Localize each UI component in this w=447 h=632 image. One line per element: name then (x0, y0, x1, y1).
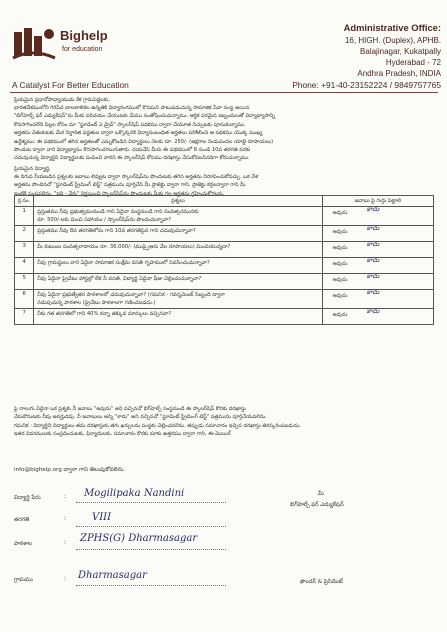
underline (76, 502, 226, 503)
colon: : (64, 539, 67, 546)
question-text: నీవు ఏదైనా ప్రభుత్వేతర పాఠశాలలో చదువుచున్నావా? (గమనిక - గవర్నమెంట్ సిబ్బంది ద్వారా (37, 292, 225, 298)
answer-cell[interactable] (322, 290, 433, 309)
header-divider (10, 92, 438, 93)
question-cell (34, 274, 322, 290)
answer-handwritten: కాదు (366, 256, 380, 264)
question-text: ప్రస్తుతము నీవు 8వ తరగతిలోను గాని 10వ తరగతిపైన గాని చదువుచున్నావా? (37, 228, 196, 234)
para-line: ఇంటికి పంపవలెను. "ఇవి - వేరు" నిర్ణయించి స్కాలర్‌షిప్‌ను పొందుటకు మీకు గల అర్హతను గ్రహించుకోగలరు. (14, 190, 225, 197)
para-line: ఉద్దేశ్యము. ఈ పథకములో తగిన అర్హతలతో ఎన్నుకోబడిన విద్యార్థులు నెలకు రూ. 250/- (అక్షరాల రెండువందల యాభై రూపాయలు) (14, 138, 274, 145)
question-text: మీ కుటుంబ సంవత్సరాదాయం రూ. 36,000/- (ముప్పైఆరు వేల రూపాయలు) మించియున్నదా? (37, 244, 231, 250)
bighelp-logo-icon (11, 24, 57, 64)
table-header: క్ర.సం. (15, 196, 34, 207)
salutation-line: ప్రియమైన ప్రధానోపాధ్యాయుడు కేక గ్రామపెద్దలకు, (14, 97, 110, 103)
para-line: ఈ దిగువ నీయబడిన ప్రశ్నలకు జవాబు లివ్వుట ద్వారా స్కాలర్‌షిప్‌ను పొందుటకు తగిన అర్హతను నిరూపించుకోవచ్చు. ఒక వేళ (14, 174, 259, 180)
para-line: అర్హతను వెతుకుటకు మేర నిర్దారిత పద్దతుల ద్వారా ఒక్కొక్కరికి విద్యాసంబంధిత అర్హతలు పరిశీలించి ఆ పథకము యొక్క ముఖ్య (14, 130, 263, 137)
para-line: కొనసాగించలేని పిల్లల కోసం మా "స్టూడెంట్ ఎ డ్రైవ్" స్కాలర్‌షిప్ పధకము ద్వారా చేయూత నిచ్చుటకు పూనుకున్నాము. (14, 121, 246, 128)
question-text: రూ. 500/-లకు మించి సహాయం / స్కాలర్‌షిప్‌ను పొందుచున్నావా? (37, 217, 172, 223)
class-value[interactable]: VIII (92, 512, 112, 523)
brand-subtitle: for education (62, 46, 103, 53)
colon: : (64, 575, 67, 582)
answer-yes[interactable]: అవును (332, 261, 348, 267)
question-cell (34, 207, 322, 226)
answer-handwritten: కాదు (366, 224, 380, 232)
contact-email: info@bighelp.org ద్వారా గాని తెలుపుకోవలెను. (14, 467, 126, 473)
answer-yes[interactable]: అవును (332, 293, 348, 299)
row-number: 7 (15, 309, 34, 325)
para-line: "బిగ్‌హెల్ప్ ఫర్ ఎడ్యుకేషన్"ను మీకు పరిచయం చేయుటకు మేము సంతోషించుచున్నాము. ఆర్థిక పరమైన ఇబ్బందులతో విద్యాభ్యాసాన్ని (14, 113, 275, 120)
answer-handwritten: కాదు (366, 205, 380, 213)
row-number: 5 (15, 274, 34, 290)
para-line: అర్హతను పొందినచో "స్టూడెంట్ స్ట్రీమింగ్ టెస్ట్" పత్రమును పూర్తిచేసి మీ ప్రాజెక్టు ద్వారా గాని, ప్రాజెక్టు కర్తలద్వారా గాని మీ (14, 182, 246, 189)
school-label: పాఠశాల (14, 541, 32, 547)
village-label: గ్రామము (14, 577, 33, 583)
para-line: చేసుకొనుటకు నీవు అనర్హుడవు. నీ జవాబులు అన్ని "కాదు" అని వచ్చినచో "స్టూడెంట్ స్ట్రీమింగ్ టెస్ట్" పత్రమును పూర్తిచేయవలెను. (14, 414, 267, 421)
para-line: గమనిక : విద్యార్థిని విద్యార్థులు తమ దరఖాస్తుకు తగు ఖర్చులను సంస్థకు చెల్లించవలెను. తప్పుడు సమాచారం ఇచ్చిన దరఖాస్తు తిరస్కరింపబడును. (14, 422, 301, 429)
salutation-line: ప్రియమైన విద్యార్థి, (14, 166, 51, 172)
row-number: 2 (15, 226, 34, 242)
office-line: 16, HIGH. (Duplex), APHB. (344, 36, 441, 45)
colon: : (64, 493, 67, 500)
table-row (15, 207, 434, 226)
para-line: పొందుట ద్వారా వారి విద్యాభ్యాసం కొనసాగించగలుగుతారు. దయచేసి మీరు ఈ పథకములో 8 నుండి 10వ తరగతి వరకు (14, 147, 251, 154)
tagline: A Catalyst For Better Education (12, 80, 129, 90)
organization-name: బిగ్‌హెల్ప్ ఫర్ ఎడ్యుకేషన్ (290, 502, 344, 508)
colon: : (64, 515, 67, 522)
table-header: జవాబు పై గుర్తు పెట్టాలి (322, 196, 433, 207)
answer-handwritten: కాదు (366, 288, 380, 296)
question-text: నీకు గత తరగతిలో గాని 40% కన్నా తక్కువ మార్కులు వచ్చినవా? (37, 311, 172, 317)
row-number: 3 (15, 242, 34, 258)
answer-yes[interactable]: అవును (332, 277, 348, 283)
para-line: చదువుచున్న విద్యార్థిని విద్యార్థులకు పంపించి వారిని ఈ స్కాలర్‌షిప్ కోసము దరఖాస్తు చేసుకోవలసినదిగా కోరుచున్నాము. (14, 155, 250, 162)
question-cell (34, 226, 322, 242)
question-cell (34, 290, 322, 309)
question-text: నడుపుచున్న పాఠశాల (ప్రైవేటు పాఠశాలగా గణించబడదు.) (37, 300, 156, 306)
question-cell (34, 258, 322, 274)
row-number: 4 (15, 258, 34, 274)
answer-yes[interactable]: అవును (332, 210, 348, 216)
underline (76, 549, 226, 550)
table-header: ప్రశ్నలు (34, 196, 322, 207)
office-address (241, 22, 441, 79)
underline (76, 526, 226, 527)
student-name-value[interactable]: Mogilipaka Nandini (84, 488, 185, 499)
para-line: భారతదేశములోని గిరిపేద బాలబాలికల ఉన్నతికి విద్యారంగములో కొసమని పాటుపడుచున్న సామాజిక సేవా సంస్థ అయిన (14, 105, 250, 111)
question-text: నీవు గ్రామస్థులు వారి ఏదైనా సామాజిక సంక్షేమ వసతి గృహములో నివసించుచున్నావా? (37, 260, 210, 266)
closing-your: మీ (318, 491, 324, 497)
row-number: 6 (15, 290, 34, 309)
office-line: Andhra Pradesh, INDIA (357, 69, 441, 78)
office-line: Balajinagar, Kukatpally (360, 47, 441, 56)
question-text: నీవు ఏదైనా ప్రైవేటు హాస్టల్లో లేక నీ వసతి, విద్యార్థి ఏదైనా ఫీజు చెల్లించుచున్నావా? (37, 276, 202, 282)
para-line: ఇతర వివరములకు సంప్రదించుటకు, ఫిర్యాదులకు, సమాచారం కొరకు మాకు ఉత్తరము ద్వారా గాని, ఈ-మెయిల్ (14, 431, 231, 438)
eligibility-table (14, 195, 434, 325)
table-row (15, 290, 434, 309)
answer-handwritten: కాదు (366, 240, 380, 248)
answer-cell[interactable] (322, 309, 433, 325)
office-title: Administrative Office: (343, 22, 441, 33)
question-text: ప్రస్తుతము నీవు ప్రభుత్వమునుండి గాని ఏదైనా సంస్థనుండి గాని సంవత్సరమునకు (37, 209, 199, 215)
table-row (15, 309, 434, 325)
school-value[interactable]: ZPHS(G) Dharmasagar (80, 533, 198, 544)
answer-yes[interactable]: అవును (332, 245, 348, 251)
question-cell (34, 242, 322, 258)
brand-name: Bighelp (60, 28, 108, 43)
founder-title: ఫౌండర్ & ప్రెసిడెంట్ (300, 579, 343, 585)
answer-yes[interactable]: అవును (332, 312, 348, 318)
answer-handwritten: కాదు (366, 272, 380, 280)
answer-handwritten: కాదు (366, 307, 380, 315)
office-line: Hyderabad - 72 (385, 58, 441, 67)
phone-number: Phone: +91-40-23152224 / 9849757765 (292, 80, 441, 90)
student-name-label: విద్యార్థి పేరు (14, 495, 41, 501)
row-number: 1 (15, 207, 34, 226)
question-cell (34, 309, 322, 325)
intro-paragraph (14, 104, 434, 163)
underline (76, 585, 226, 586)
village-value[interactable]: Dharmasagar (78, 570, 147, 581)
para-line: పై నాలుగు ఏదైనా ఒక ప్రశ్నకు నీ జవాబు "అవును" అని వచ్చినచో బిగ్‌హెల్ప్ సంస్థనుండి ఈ స్కాలర్‌షిప్ కొరకు దరఖాస్తు (14, 406, 247, 412)
answer-yes[interactable]: అవును (332, 229, 348, 235)
class-label: తరగతి (14, 517, 30, 523)
answer-cell[interactable] (322, 207, 433, 226)
instructions-paragraph (14, 405, 434, 439)
